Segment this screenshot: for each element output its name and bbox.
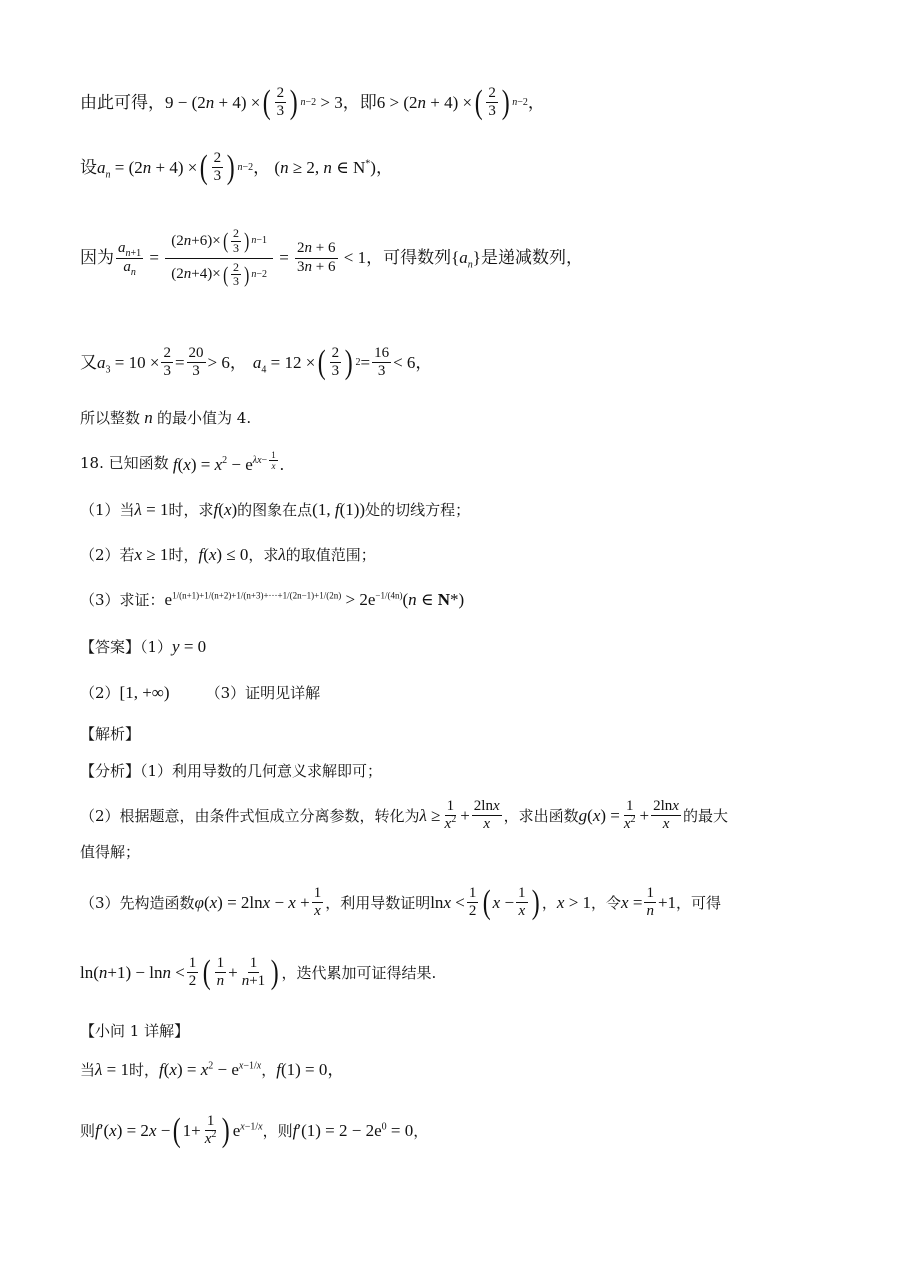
derivation-line-4: 又 $a_3 = 10$ × $\frac{2}{3}$ = $\frac{20}{3}$ > 6 ， $a_4 = 12$ × ( $\frac{2}{3}$ ) 2 = $\frac{16}{3}$ < 6 ， [80, 343, 433, 381]
text: ，求出函数 [503, 806, 579, 825]
analysis-2: （2）根据题意，由条件式恒成立分离参数，转化为 λ ≥ $\frac{1}{x^2}$ + $\frac{2\ln x}{x}$ ，求出函数 g(x) = $\frac{1}{x^2}$ + $\frac{2\ln x}{x}$ 的最大 [80, 798, 728, 833]
text: ， [413, 1121, 429, 1140]
text: 值得解； [80, 843, 141, 861]
text: （2）若 [80, 546, 135, 565]
text: 的最大 [682, 806, 728, 825]
derivation-line-3: 因为 $\frac{a_{n+1}}{a_n}$ = (2 n +6)× ( $\frac{2}{3}$ ) n−1 (2 n +4)× ( $\frac{2}{3}$ ) n−2 = $\frac{2n + 6}{3n + 6}$ < 1 ，可得数列 $\{a_n\}$ 是递减数列， [80, 226, 583, 289]
solution-line-2: 则 f′(x) = 2x − ( 1+ $\frac{1}{x^2}$ ) $e^{x-1/x}$ ，则 $f'(1) = 2 - 2e^0 = 0$ ， [80, 1111, 429, 1149]
text: 的取值范围； [285, 546, 376, 565]
text: ， [415, 352, 433, 373]
text: 因为 [80, 247, 114, 268]
text: ， [527, 92, 545, 113]
analysis-3-cont: ln(n+1) − lnn < $\frac{1}{2}$ ( $\frac{1}{n}$ + $\frac{1}{n+1}$ ) ，迭代累加可证得结果. [80, 953, 437, 991]
text: 时， [128, 1061, 159, 1080]
text: ，可得 [676, 893, 722, 912]
answer-label: 【答案】（1） [80, 638, 173, 657]
solution-line-1: 当 λ = 1 时， $f(x) = x^2 - e^{x-1/x}$ ， f(1) = 0， [80, 1060, 345, 1080]
text: 又 [80, 352, 97, 373]
text: （3）先构造函数 [80, 893, 195, 912]
text: ，令 [591, 893, 622, 912]
text: （1）当 [80, 501, 135, 520]
text: 【解析】 [80, 725, 141, 743]
sub-question-2: （2）若 x ≥ 1 时， f(x) ≤ 0 ，求 λ 的取值范围； [80, 545, 376, 565]
text: 所以整数 [80, 409, 141, 428]
question-18: 18. 已知函数 $f(x) = x^2 - e^{\lambda x- \frac{1}{x}}$ . [80, 450, 284, 474]
text: 的最小值为 4. [157, 409, 252, 428]
text: ，可得数列 [366, 247, 452, 268]
text: 是递减数列， [480, 247, 583, 268]
analysis-heading [80, 725, 840, 743]
text: 时， [168, 546, 199, 565]
analysis-2-cont [80, 843, 840, 861]
answer-line-2: （2） [1, +∞) （3）证明见详解 [80, 683, 321, 703]
text: 由此可得， [80, 92, 165, 113]
text: ， [229, 352, 247, 373]
analysis-1 [80, 762, 840, 780]
derivation-line-2: 设 $a_n = (2n + 4)$ × ( $\frac{2}{3}$ ) n−2 ， (n ≥ 2, n ∈ N*) ， [80, 148, 393, 186]
text: 的图象在点 [237, 501, 313, 520]
text: ，即 [342, 92, 377, 113]
text: 【小问 1 详解】 [80, 1022, 190, 1040]
text: ， [375, 157, 393, 178]
text: 处的切线方程； [365, 501, 471, 520]
conclusion-line: 所以整数 n 的最小值为 4. [80, 408, 252, 428]
text: ，则 [262, 1121, 293, 1140]
text: （3）证明见详解 [205, 684, 321, 703]
text: ，迭代累加可证得结果. [281, 963, 437, 982]
text: ，利用导数证明 [325, 893, 431, 912]
text: 设 [80, 157, 97, 178]
question-number: 18. 已知函数 [80, 453, 169, 472]
text: 时，求 [168, 501, 214, 520]
text: 则 [80, 1121, 96, 1140]
text: 【分析】（1）利用导数的几何意义求解即可； [80, 762, 383, 780]
text: ， [261, 1061, 277, 1080]
sub-solution-heading [80, 1022, 840, 1040]
derivation-line-1: 由此可得， 9 − (2n + 4) × ( $\frac{2}{3}$ ) n−2 > 3 ，即 6 > (2n + 4) × ( $\frac{2}{3}$ ) n−2 ， [80, 83, 545, 121]
text: （2） [80, 684, 120, 703]
answer-line-1: 【答案】（1） y = 0 [80, 637, 207, 657]
analysis-3: （3）先构造函数 φ(x) = 2lnx − x + $\frac{1}{x}$ ，利用导数证明 lnx < $\frac{1}{2}$ ( x − $\frac{1}{x}$ ) ， x > 1 ，令 x = $\frac{1}{n}$ +1 ，可得 [80, 883, 722, 921]
text: ， [541, 893, 557, 912]
fraction-power: ( $\frac{2}{3}$ ) [263, 83, 298, 121]
text: 当 [80, 1061, 96, 1080]
sub-question-1: （1）当 λ = 1 时，求 f(x) 的图象在点 (1, f(1)) 处的切线方程； [80, 500, 471, 520]
text: （2）根据题意，由条件式恒成立分离参数，转化为 [80, 806, 420, 825]
sub-question-3: （3）求证： $e^{1/(n+1)+1/(n+2)+1/(n+3)+\cdot\cdot\cdot+1/(2n-1)+1/(2n)} > 2e^{-1/(4n)}(n$ ∈ N*) [80, 590, 465, 610]
text: （3）求证： [80, 591, 165, 610]
text: ，求 [248, 546, 279, 565]
